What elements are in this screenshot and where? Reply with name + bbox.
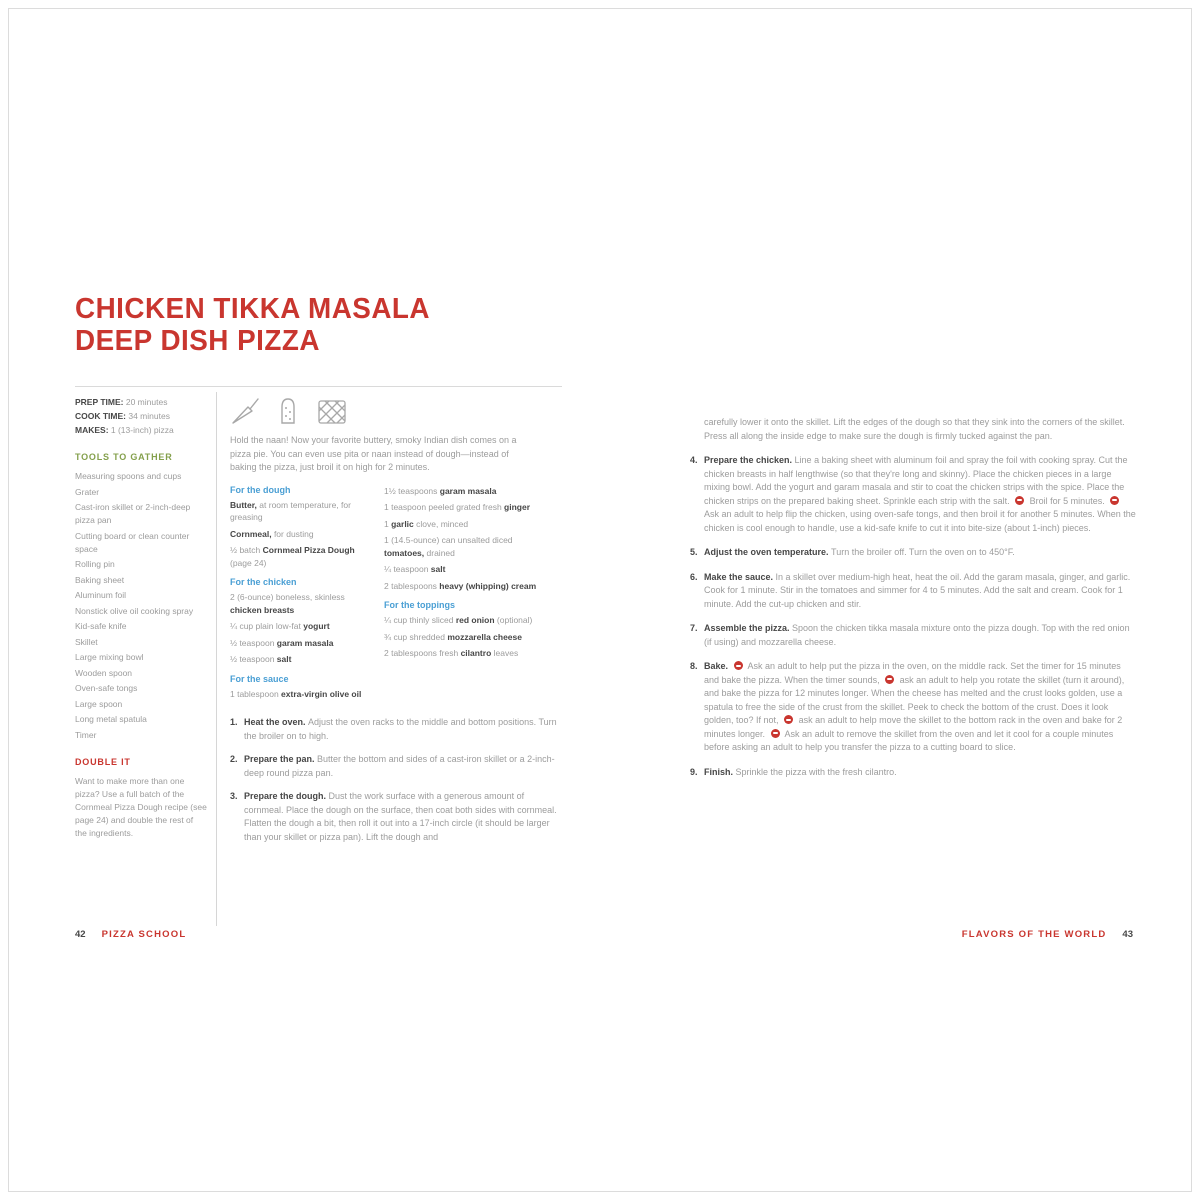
- stop-icon: [734, 661, 743, 670]
- recipe-meta: [75, 396, 207, 437]
- step-text: Make the sauce. In a skillet over medium-high heat, heat the oil. Add the garam masala, ginger, and garlic. Cook for 1 minute. Stir in the tomatoes and simmer for 4 to 5 minutes. Add the salt and cream. Cook for 1 minute. Add the cut-up chicken and stir.: [704, 571, 1131, 609]
- tool-item: Large spoon: [75, 698, 123, 709]
- step-lead: Prepare the dough.: [244, 791, 329, 801]
- tool-item: Grater: [75, 486, 100, 497]
- stop-icon: [1110, 496, 1119, 505]
- step: [690, 571, 1138, 612]
- step: [230, 753, 562, 780]
- step-text: Heat the oven. Adjust the oven racks to the middle and bottom positions. Turn the broiler on to high.: [244, 717, 557, 741]
- ingredient-item: ½ teaspoon garam masala: [230, 637, 334, 648]
- tool-item: Wooden spoon: [75, 667, 133, 678]
- footer-left: [75, 929, 186, 940]
- ingredient-item: 1½ teaspoons garam masala: [384, 485, 497, 496]
- tool-item: Cutting board or clean counter space: [75, 530, 190, 554]
- title-line-2: DEEP DISH PIZZA: [75, 325, 320, 357]
- double-it-heading: DOUBLE IT: [75, 756, 131, 767]
- tool-item: Baking sheet: [75, 574, 125, 585]
- knife-icon: [230, 394, 260, 426]
- ingredient-item: 1 garlic clove, minced: [384, 518, 469, 529]
- tool-item: Oven-safe tongs: [75, 683, 138, 693]
- step: [690, 622, 1138, 649]
- step-lead: Adjust the oven temperature.: [704, 547, 832, 557]
- recipe-title: [75, 293, 430, 357]
- tools-list: [75, 470, 207, 742]
- tool-item: Rolling pin: [75, 559, 115, 569]
- step-number: 4.: [690, 455, 698, 465]
- step-text: Adjust the oven temperature. Turn the broiler off. Turn the oven on to 450°F.: [704, 547, 1015, 557]
- step-lead: Make the sauce.: [704, 571, 776, 582]
- ingredient-item: 1 (14.5-ounce) can unsalted diced tomatoes, drained: [384, 535, 513, 558]
- step-number: 3.: [230, 791, 238, 801]
- step-lead: Prepare the chicken.: [704, 455, 795, 465]
- ingredient-item: ½ batch Cornmeal Pizza Dough (page 24): [230, 545, 355, 568]
- tool-item: Measuring spoons and cups: [75, 471, 182, 481]
- tool-item: Nonstick olive oil cooking spray: [75, 605, 194, 616]
- step-number: 1.: [230, 717, 238, 727]
- ingredient-item: Cornmeal, for dusting: [230, 528, 314, 539]
- right-running-title: FLAVORS OF THE WORLD: [961, 929, 1107, 940]
- step: [690, 546, 1138, 560]
- ingredient-item: ¼ teaspoon salt: [384, 564, 446, 574]
- stop-icon: [784, 715, 793, 724]
- ingredient-item: ¼ cup plain low-fat yogurt: [230, 621, 330, 631]
- title-line-1: CHICKEN TIKKA MASALA: [75, 293, 431, 325]
- ingredient-group-heading: For the chicken: [230, 577, 297, 587]
- meta-line: PREP TIME: 20 minutes: [75, 397, 168, 407]
- ingredients-col2: [384, 485, 552, 705]
- ingredient-item: ½ teaspoon salt: [230, 654, 292, 664]
- step-number: 9.: [690, 766, 698, 777]
- step-number: 2.: [230, 754, 238, 764]
- recipe-main-column: [230, 392, 562, 854]
- step-lead: Prepare the pan.: [244, 754, 318, 764]
- stop-icon: [771, 729, 780, 738]
- steps-right: [690, 454, 1138, 779]
- steps-left: [230, 716, 562, 844]
- tool-icons-row: [230, 392, 562, 426]
- right-page-column: [690, 416, 1138, 790]
- tool-item: Long metal spatula: [75, 714, 147, 724]
- ingredient-item: ¾ cup shredded mozzarella cheese: [384, 631, 522, 642]
- tools-heading: TOOLS TO GATHER: [75, 452, 173, 462]
- ingredient-item: 1 tablespoon extra-virgin olive oil: [230, 688, 362, 699]
- step-number: 6.: [690, 571, 698, 582]
- step: [690, 660, 1138, 755]
- grater-icon: [276, 394, 300, 426]
- ingredient-group-heading: For the sauce: [230, 673, 289, 684]
- title-rule: [75, 386, 562, 387]
- step-number: 8.: [690, 661, 698, 671]
- tool-item: Aluminum foil: [75, 590, 127, 600]
- meta-line: COOK TIME: 34 minutes: [75, 411, 170, 421]
- step-lead: Finish.: [704, 766, 736, 777]
- ingredient-item: 1 teaspoon peeled grated fresh ginger: [384, 502, 531, 512]
- tool-item: Cast-iron skillet or 2-inch-deep pizza pan: [75, 502, 191, 525]
- footer-right: [962, 929, 1133, 940]
- step-text: Assemble the pizza. Spoon the chicken tikka masala mixture onto the pizza dough. Top with the red onion (if using) and mozzarella cheese.: [704, 623, 1130, 647]
- step: [690, 766, 1138, 780]
- step-continuation: carefully lower it onto the skillet. Lift the edges of the dough so that they sink into the corners of the skillet. Press all along the inside edge to make sure the dough is firmly tucked against the pan.: [704, 417, 1125, 441]
- ingredient-group-heading: For the toppings: [384, 600, 455, 610]
- ingredient-group-heading: For the dough: [230, 484, 291, 495]
- left-running-title: PIZZA SCHOOL: [101, 929, 187, 940]
- right-page-number: 43: [1122, 929, 1133, 940]
- rack-icon: [316, 394, 348, 426]
- step-text: Bake. Ask an adult to help put the pizza in the oven, on the middle rack. Set the timer for 15 minutes and bake the pizza. When the timer sounds, ask an adult to help you rotate the skillet (turn it around), and bake the pizza for 12 minutes longer. When the cheese has melted and the crust looks golden, use a spatula to free the side of the crust from the skillet. Peek to check the bottom of the crust. Does it look golden, too? If not, ask an adult to help move the skillet to the bottom rack in the oven and bake for 2 minutes longer. Ask an adult to remove the skillet from the oven and let it cool for a couple minutes before asking an adult to help you transfer the pizza to a cutting board to slice.: [704, 661, 1125, 752]
- stop-icon: [885, 675, 894, 684]
- left-page-number: 42: [75, 929, 86, 940]
- step: [230, 716, 562, 743]
- meta-line: MAKES: 1 (13-inch) pizza: [75, 425, 174, 435]
- ingredients-col1: [230, 485, 376, 705]
- step-lead: Bake.: [704, 661, 731, 671]
- step-lead: Heat the oven.: [244, 717, 309, 727]
- ingredient-item: 2 tablespoons fresh cilantro leaves: [384, 648, 519, 658]
- tool-item: Kid-safe knife: [75, 621, 127, 631]
- ingredient-item: ¼ cup thinly sliced red onion (optional): [384, 615, 533, 625]
- double-it-text: Want to make more than one pizza? Use a full batch of the Cornmeal Pizza Dough recipe (see page 24) and double the rest of the ingredients.: [75, 775, 207, 838]
- tool-item: Skillet: [75, 636, 98, 647]
- step-number: 7.: [690, 623, 698, 633]
- ingredient-item: 2 tablespoons heavy (whipping) cream: [384, 580, 537, 591]
- tool-item: Timer: [75, 729, 97, 740]
- recipe-sidebar: [75, 396, 207, 840]
- step-text: Prepare the pan. Butter the bottom and sides of a cast-iron skillet or a 2-inch-deep round pizza pan.: [244, 754, 555, 778]
- tool-item: Large mixing bowl: [75, 652, 144, 662]
- ingredient-item: Butter, at room temperature, for greasing: [230, 499, 351, 522]
- column-divider: [216, 392, 217, 926]
- step-number: 5.: [690, 547, 698, 557]
- stop-icon: [1015, 496, 1024, 505]
- ingredients: [230, 485, 562, 705]
- step-text: Prepare the dough. Dust the work surface with a generous amount of cornmeal. Place the dough on the surface, then coat both sides with cornmeal. Flatten the dough a bit, then roll it out into a 17-inch circle (it should be larger than your skillet or pizza pan). Lift the dough and: [244, 791, 557, 842]
- ingredient-item: 2 (6-ounce) boneless, skinless chicken breasts: [230, 592, 345, 615]
- recipe-intro: Hold the naan! Now your favorite buttery, smoky Indian dish comes on a pizza pie. You can even use pita or naan instead of dough—instead of baking the pizza, just broil it on high for 2 minutes.: [230, 435, 517, 472]
- step: [690, 454, 1138, 535]
- step: [230, 790, 562, 844]
- step-text: Finish. Sprinkle the pizza with the fresh cilantro.: [704, 766, 897, 777]
- step-text: Prepare the chicken. Line a baking sheet with aluminum foil and spray the foil with cooking spray. Cut the chicken breasts in half lengthwise (so that they're long and skinny). Place the chicken pieces in a large mixing bowl. Add the yogurt and garam masala and stir to coat the chicken strips with the spice. Place the chicken strips on the prepared baking sheet. Sprinkle each strip with the salt. Broil for 5 minutes. Ask an adult to help flip the chicken, using oven-safe tongs, and then broil it for another 5 minutes. When the chicken is cool enough to handle, use a kid-safe knife to cut it into bite-size (about 1-inch) pieces.: [704, 455, 1136, 533]
- step-lead: Assemble the pizza.: [704, 623, 793, 633]
